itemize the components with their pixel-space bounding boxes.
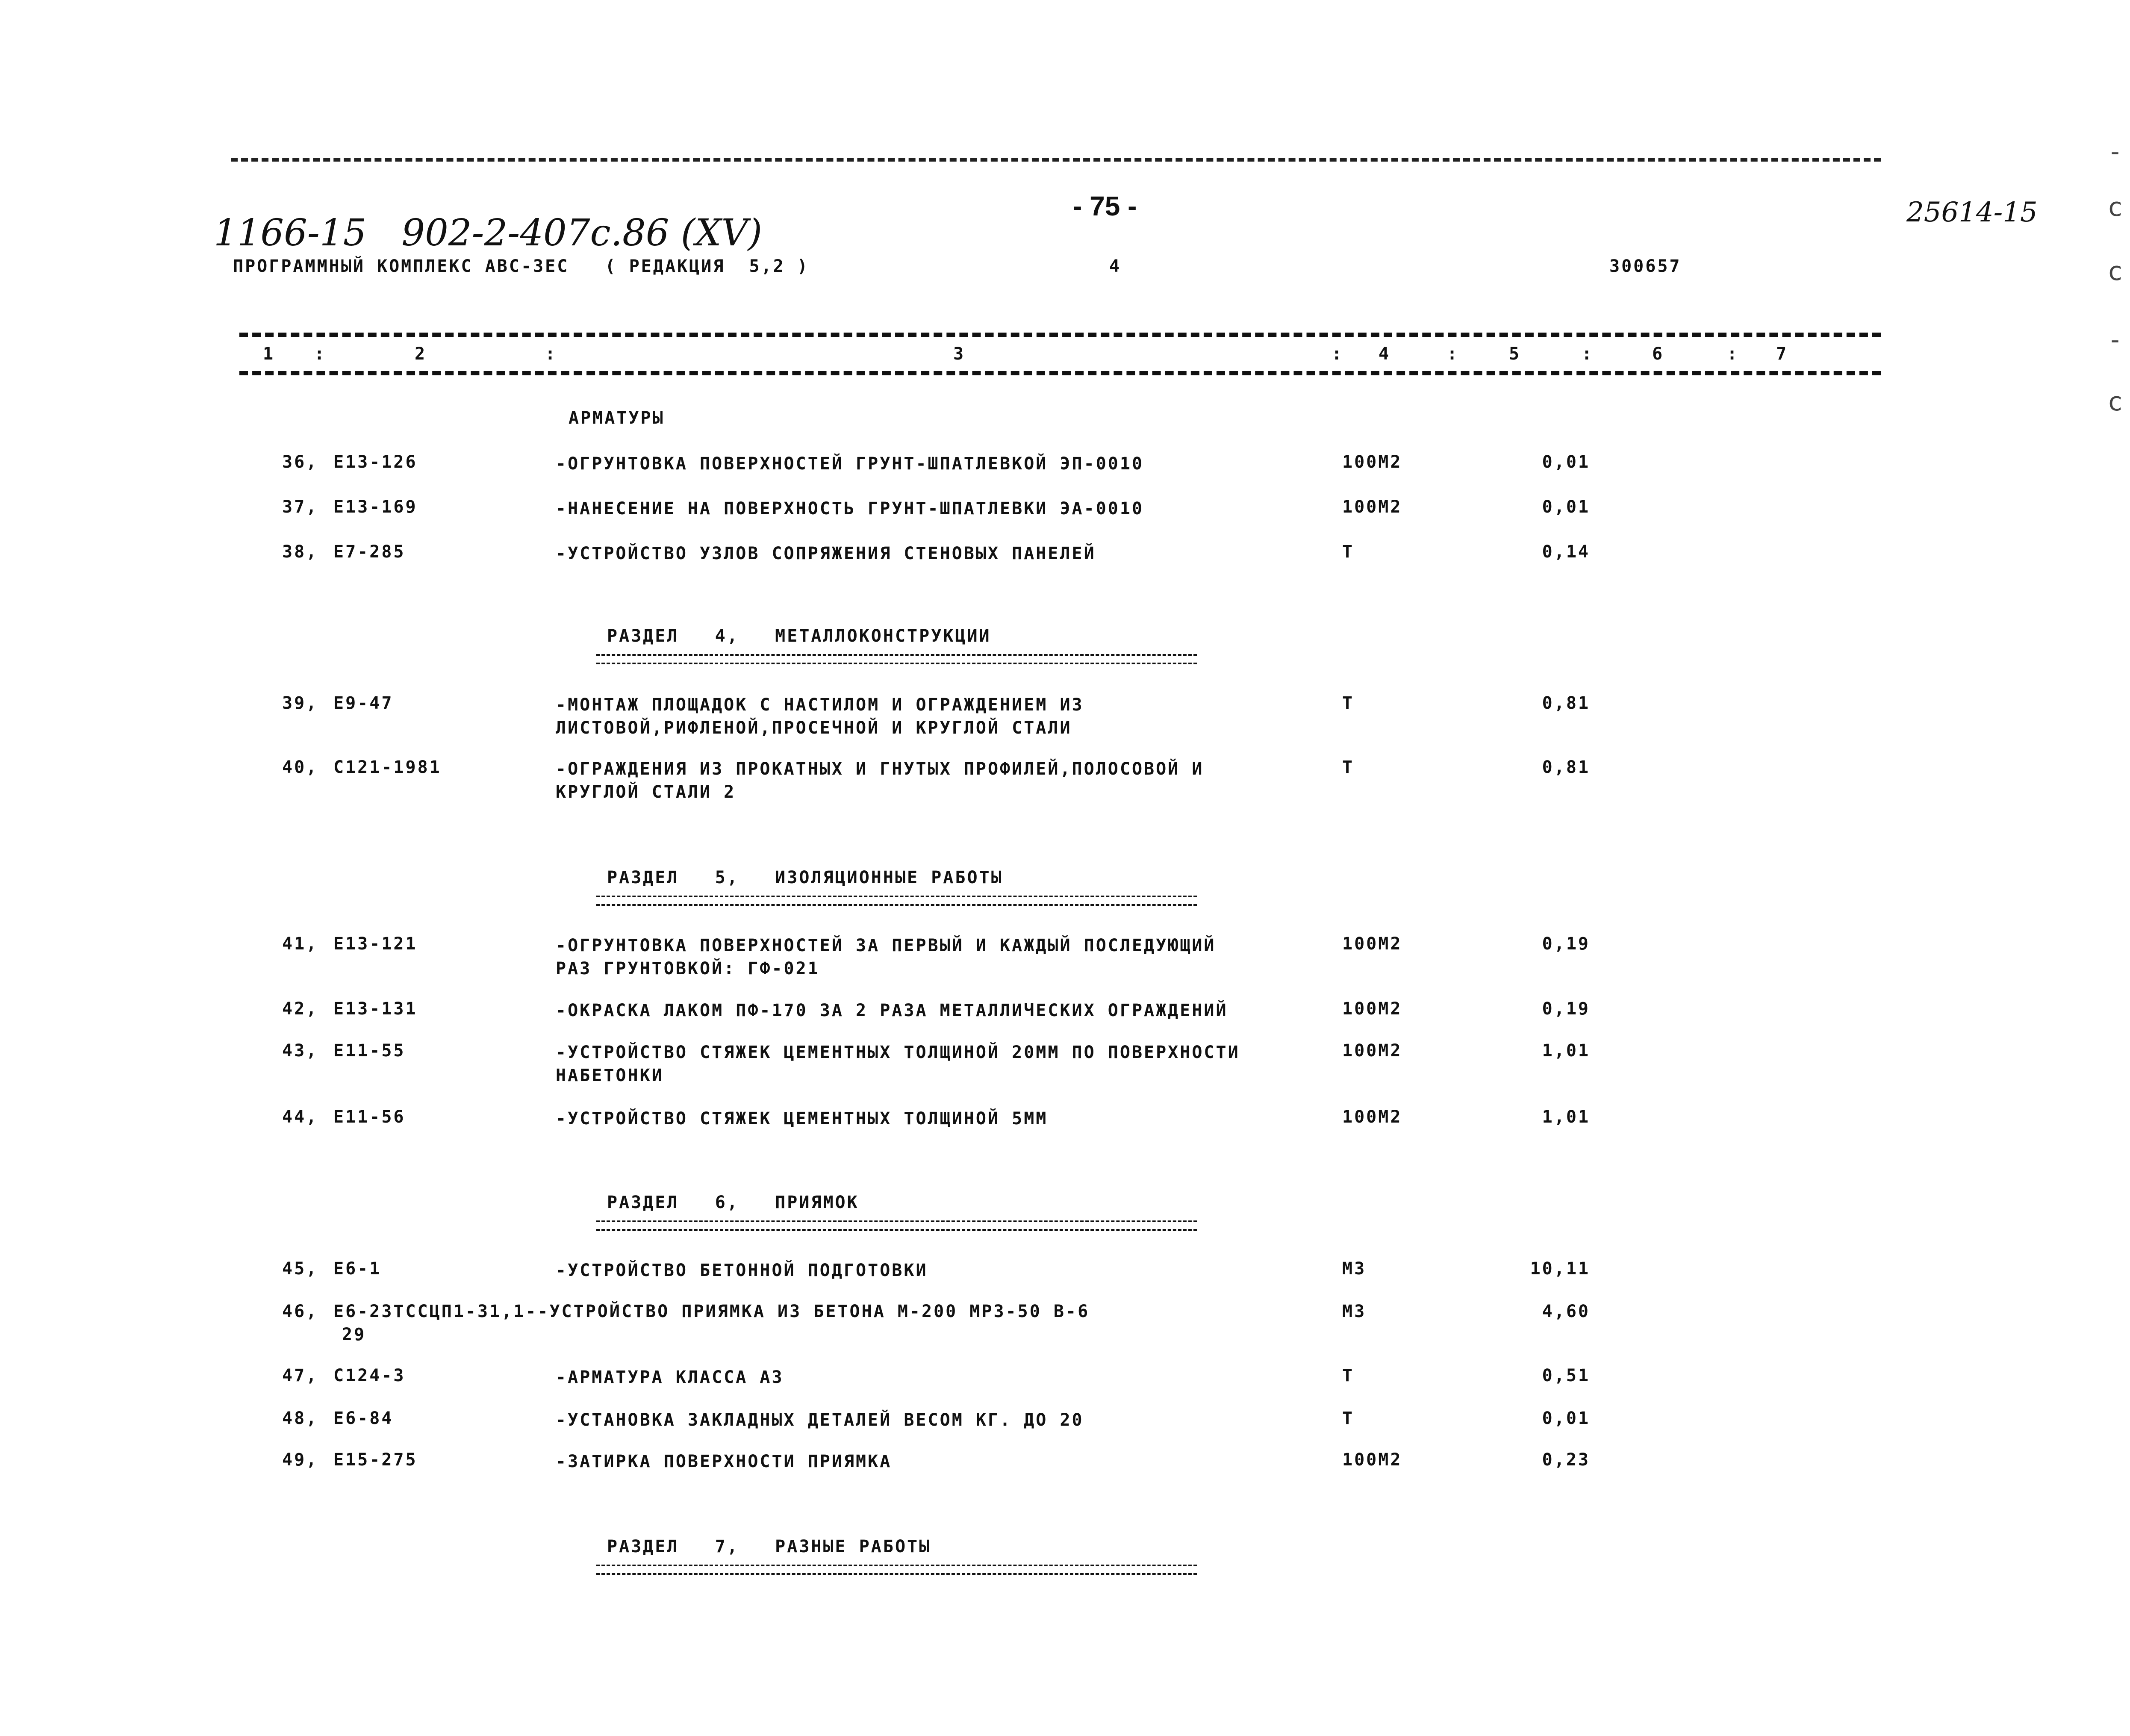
row-quantity: 0,01: [1542, 1409, 1590, 1428]
row-unit: Т: [1342, 542, 1355, 562]
row-unit: 100М2: [1342, 934, 1402, 954]
row-description: -УСТАНОВКА ЗАКЛАДНЫХ ДЕТАЛЕЙ ВЕСОМ КГ. ДО 20: [556, 1410, 1084, 1430]
row-quantity: 0,23: [1542, 1450, 1590, 1470]
row-code-continuation: 29: [342, 1325, 366, 1344]
column-header-5: 5: [1509, 344, 1521, 364]
row-code: Е9-47: [333, 693, 394, 713]
row-quantity: 0,19: [1542, 999, 1590, 1019]
column-header-7: 7: [1776, 344, 1788, 364]
row-description: -ОКРАСКА ЛАКОМ ПФ-170 ЗА 2 РАЗА МЕТАЛЛИЧЕСКИХ ОГРАЖДЕНИЙ: [556, 1001, 1228, 1020]
row-description: [556, 1041, 1240, 1087]
row-description: -ЗАТИРКА ПОВЕРХНОСТИ ПРИЯМКА: [556, 1452, 892, 1471]
row-code: Е13-131: [333, 999, 418, 1019]
row-quantity: 0,81: [1542, 757, 1590, 777]
row-unit: Т: [1342, 1366, 1355, 1385]
binding-mark: c: [2107, 256, 2123, 286]
column-header-2: 2: [415, 344, 427, 364]
section-underline: [596, 1565, 1197, 1575]
row-code: Е6-1: [333, 1259, 382, 1279]
row-description-line: НАБЕТОНКИ: [556, 1066, 664, 1085]
row-unit: Т: [1342, 757, 1355, 777]
row-description: -УСТРОЙСТВО БЕТОННОЙ ПОДГОТОВКИ: [556, 1261, 928, 1280]
row-quantity: 4,60: [1542, 1302, 1590, 1321]
row-number: 40,: [282, 757, 318, 777]
row-quantity: 0,81: [1542, 693, 1590, 713]
row-description-line: -ОГРУНТОВКА ПОВЕРХНОСТЕЙ ЗА ПЕРВЫЙ И КАЖДЫЙ ПОСЛЕДУЮЩИЙ: [556, 936, 1216, 955]
row-number: 36,: [282, 452, 318, 472]
program-title: ПРОГРАММНЫЙ КОМПЛЕКС АВС-3ЕС ( РЕДАКЦИЯ 5,2 ): [233, 256, 809, 276]
row-code: Е13-121: [333, 934, 418, 954]
section-underline: [596, 896, 1197, 906]
row-code: Е11-55: [333, 1041, 406, 1061]
row-description: -АРМАТУРА КЛАССА А3: [556, 1368, 784, 1387]
section-heading-7: РАЗДЕЛ 7, РАЗНЫЕ РАБОТЫ: [607, 1537, 931, 1556]
row-number: 37,: [282, 497, 318, 517]
column-separator: :: [314, 344, 327, 364]
row-code-and-description: Е6-23ТССЦП1-31,1--УСТРОЙСТВО ПРИЯМКА ИЗ БЕТОНА М-200 МРЗ-50 В-6: [333, 1302, 1090, 1321]
column-separator: :: [1447, 344, 1459, 364]
row-number: 41,: [282, 934, 318, 954]
column-separator: :: [1727, 344, 1739, 364]
row-quantity: 0,01: [1542, 452, 1590, 472]
row-number: 42,: [282, 999, 318, 1019]
row-unit: 100М2: [1342, 452, 1402, 472]
row-code: Е7-285: [333, 542, 406, 562]
row-code: Е6-84: [333, 1409, 394, 1428]
row-description: -УСТРОЙСТВО СТЯЖЕК ЦЕМЕНТНЫХ ТОЛЩИНОЙ 5ММ: [556, 1109, 1048, 1129]
row-number: 49,: [282, 1450, 318, 1470]
row-quantity: 0,01: [1542, 497, 1590, 517]
row-description: [556, 934, 1216, 980]
row-code: Е15-275: [333, 1450, 418, 1470]
row-number: 38,: [282, 542, 318, 562]
row-description: -УСТРОЙСТВО УЗЛОВ СОПРЯЖЕНИЯ СТЕНОВЫХ ПАНЕЛЕЙ: [556, 544, 1096, 563]
row-code: С124-3: [333, 1366, 406, 1385]
binding-mark: -: [2107, 325, 2123, 355]
page-number: - 75 -: [1073, 191, 1137, 221]
row-unit: М3: [1342, 1302, 1367, 1321]
row-description: -НАНЕСЕНИЕ НА ПОВЕРХНОСТЬ ГРУНТ-ШПАТЛЕВКИ ЭА-0010: [556, 499, 1144, 519]
row-quantity: 10,11: [1530, 1259, 1590, 1279]
document-code-number: 300657: [1609, 256, 1682, 276]
header-rule-bottom: [239, 371, 1881, 375]
row-number: 43,: [282, 1041, 318, 1061]
row-description-line: -УСТРОЙСТВО СТЯЖЕК ЦЕМЕНТНЫХ ТОЛЩИНОЙ 20ММ ПО ПОВЕРХНОСТИ: [556, 1043, 1240, 1062]
row-quantity: 0,19: [1542, 934, 1590, 954]
row-code: С121-1981: [333, 757, 442, 777]
row-code: Е13-169: [333, 497, 418, 517]
column-separator: :: [1332, 344, 1344, 364]
section-underline: [596, 1220, 1197, 1231]
binding-mark: c: [2107, 192, 2123, 222]
row-number: 48,: [282, 1409, 318, 1428]
top-dash-line: [231, 158, 1881, 162]
row-unit: Т: [1342, 693, 1355, 713]
section-heading-6: РАЗДЕЛ 6, ПРИЯМОК: [607, 1193, 859, 1212]
row-unit: 100М2: [1342, 497, 1402, 517]
row-description-line: -МОНТАЖ ПЛОЩАДОК С НАСТИЛОМ И ОГРАЖДЕНИЕМ ИЗ: [556, 695, 1084, 715]
row-description-line: -ОГРАЖДЕНИЯ ИЗ ПРОКАТНЫХ И ГНУТЫХ ПРОФИЛЕЙ,ПОЛОСОВОЙ И: [556, 759, 1204, 779]
row-quantity: 0,51: [1542, 1366, 1590, 1385]
row-description: [556, 693, 1084, 740]
row-unit: 100М2: [1342, 999, 1402, 1019]
handwritten-archive-number: 25614-15: [1906, 197, 2038, 228]
section-heading-4: РАЗДЕЛ 4, МЕТАЛЛОКОНСТРУКЦИИ: [607, 626, 991, 646]
column-separator: :: [545, 344, 557, 364]
column-header-6: 6: [1652, 344, 1665, 364]
row-description-line: РАЗ ГРУНТОВКОЙ: ГФ-021: [556, 959, 820, 979]
row-unit: М3: [1342, 1259, 1367, 1279]
row-description-line: ЛИСТОВОЙ,РИФЛЕНОЙ,ПРОСЕЧНОЙ И КРУГЛОЙ СТАЛИ: [556, 718, 1072, 738]
row-number: 39,: [282, 693, 318, 713]
binding-mark: -: [2107, 137, 2123, 167]
section-heading-5: РАЗДЕЛ 5, ИЗОЛЯЦИОННЫЕ РАБОТЫ: [607, 868, 1003, 887]
row-description: [556, 757, 1204, 804]
row-description-line: КРУГЛОЙ СТАЛИ 2: [556, 782, 736, 802]
column-header-1: 1: [263, 344, 275, 364]
row-number: 45,: [282, 1259, 318, 1279]
row-unit: Т: [1342, 1409, 1355, 1428]
column-header-3: 3: [953, 344, 966, 364]
row-code: Е13-126: [333, 452, 418, 472]
row-number: 46,: [282, 1302, 318, 1321]
handwritten-document-code: 1166-15 902-2-407с.86 (XV): [214, 212, 763, 254]
row-unit: 100М2: [1342, 1107, 1402, 1127]
sheet-number: 4: [1109, 256, 1122, 276]
row-number: 44,: [282, 1107, 318, 1127]
row-code: Е11-56: [333, 1107, 406, 1127]
row-quantity: 1,01: [1542, 1107, 1590, 1127]
column-separator: :: [1582, 344, 1594, 364]
column-header-4: 4: [1379, 344, 1391, 364]
row-unit: 100М2: [1342, 1041, 1402, 1061]
armature-heading: АРМАТУРЫ: [569, 408, 665, 428]
section-underline: [596, 654, 1197, 664]
row-number: 47,: [282, 1366, 318, 1385]
row-quantity: 0,14: [1542, 542, 1590, 562]
header-rule-top: [239, 333, 1881, 337]
row-quantity: 1,01: [1542, 1041, 1590, 1061]
binding-mark: c: [2107, 387, 2123, 417]
row-unit: 100М2: [1342, 1450, 1402, 1470]
row-description: -ОГРУНТОВКА ПОВЕРХНОСТЕЙ ГРУНТ-ШПАТЛЕВКОЙ ЭП-0010: [556, 454, 1144, 474]
